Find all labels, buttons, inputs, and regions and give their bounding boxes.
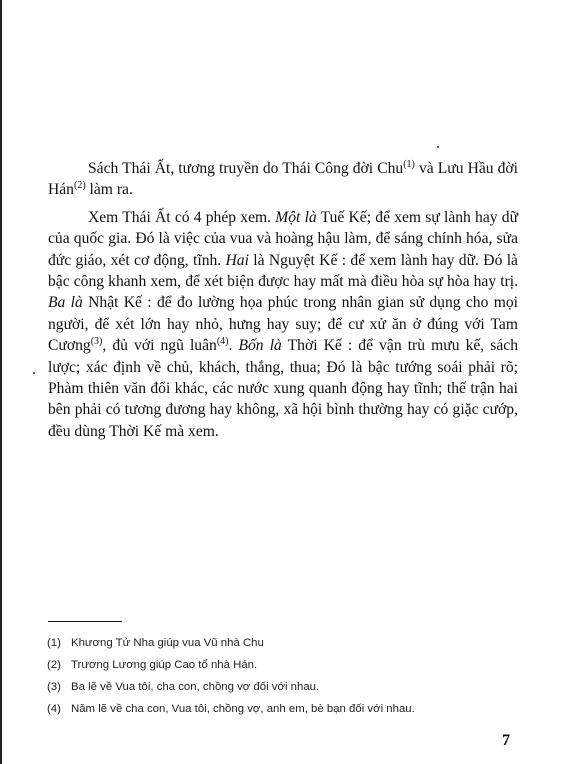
italic-text: Một là bbox=[275, 208, 317, 226]
text-run: Tuế Kế; để xem sự lành hay dữ của quốc gia. Đó là việc của vua và hoàng hậu làm, để sáng chính hóa, sửa đức giáo, xét cơ động, tĩnh. bbox=[48, 208, 519, 269]
text-run: , đủ với ngũ luân bbox=[102, 337, 217, 355]
footnote-text: Trương Lương giúp Cao tổ nhà Hán. bbox=[71, 659, 258, 671]
text-run: . bbox=[228, 337, 239, 355]
text-run: và Lưu Hầu đời Hán bbox=[48, 160, 518, 199]
footnote-number: (3) bbox=[47, 681, 61, 693]
footnote-1 bbox=[47, 632, 527, 654]
print-speck bbox=[437, 146, 439, 148]
footnote-number: (1) bbox=[47, 637, 61, 649]
italic-text: Hai bbox=[225, 251, 249, 269]
text-run: Xem Thái Ất có 4 phép xem. bbox=[88, 208, 276, 226]
footnote-divider bbox=[48, 621, 122, 622]
footnote-ref: (3) bbox=[90, 336, 103, 348]
paragraph-2 bbox=[48, 207, 518, 442]
footnote-number: (4) bbox=[47, 703, 61, 715]
page-number: 7 bbox=[502, 732, 510, 749]
footnote-text: Khương Tử Nha giúp vua Vũ nhà Chu bbox=[71, 637, 264, 649]
print-speck bbox=[33, 372, 35, 374]
footnote-number: (2) bbox=[47, 659, 61, 671]
page-left-edge bbox=[0, 0, 2, 764]
footnote-ref: (2) bbox=[73, 180, 86, 192]
text-run: Thời Kế : để vận trù mưu kế, sách lược; xác định về chủ, khách, thắng, thua; Đó là bậc tướng soái phải rõ; Phàm thiên văn đổi khác, các nước xung quanh động hay tĩnh; thế trận hai bên phải có tương đương hay không, xã hội bình thường hay có giặc cướp, đều dùng Thời Kế mà xem. bbox=[48, 337, 518, 440]
footnote-4 bbox=[47, 698, 527, 720]
footnote-3 bbox=[47, 676, 527, 698]
text-run: Sách Thái Ất, tương truyền do Thái Công đời Chu bbox=[88, 160, 404, 177]
main-text bbox=[48, 158, 518, 442]
footnote-ref: (4) bbox=[216, 336, 229, 348]
text-run: làm ra. bbox=[85, 181, 133, 199]
text-run: là Nguyệt Kế : để xem lành hay dữ. Đó là bậc công khanh xem, để xét biện được hay mất mà điều hòa sự hòa hay trị. bbox=[48, 251, 518, 291]
paragraph-1 bbox=[48, 158, 518, 201]
footnote-text: Ba lẽ về Vua tôi, cha con, chồng vợ đối với nhau. bbox=[71, 681, 320, 693]
footnote-ref: (1) bbox=[403, 158, 415, 170]
footnotes bbox=[47, 632, 527, 720]
footnote-text: Năm lẽ về cha con, Vua tôi, chồng vợ, anh em, bè bạn đối với nhau. bbox=[71, 703, 415, 715]
text-run: Nhật Kế : để đo lường họa phúc trong nhân gian sử dụng cho mọi người, để xét lớn hay nhỏ, hưng hay suy; để cư xử ăn ở đúng với Tam Cương bbox=[48, 294, 518, 355]
italic-text: Ba là bbox=[48, 294, 83, 312]
italic-text: Bốn là bbox=[238, 337, 282, 355]
footnote-2 bbox=[47, 654, 527, 676]
